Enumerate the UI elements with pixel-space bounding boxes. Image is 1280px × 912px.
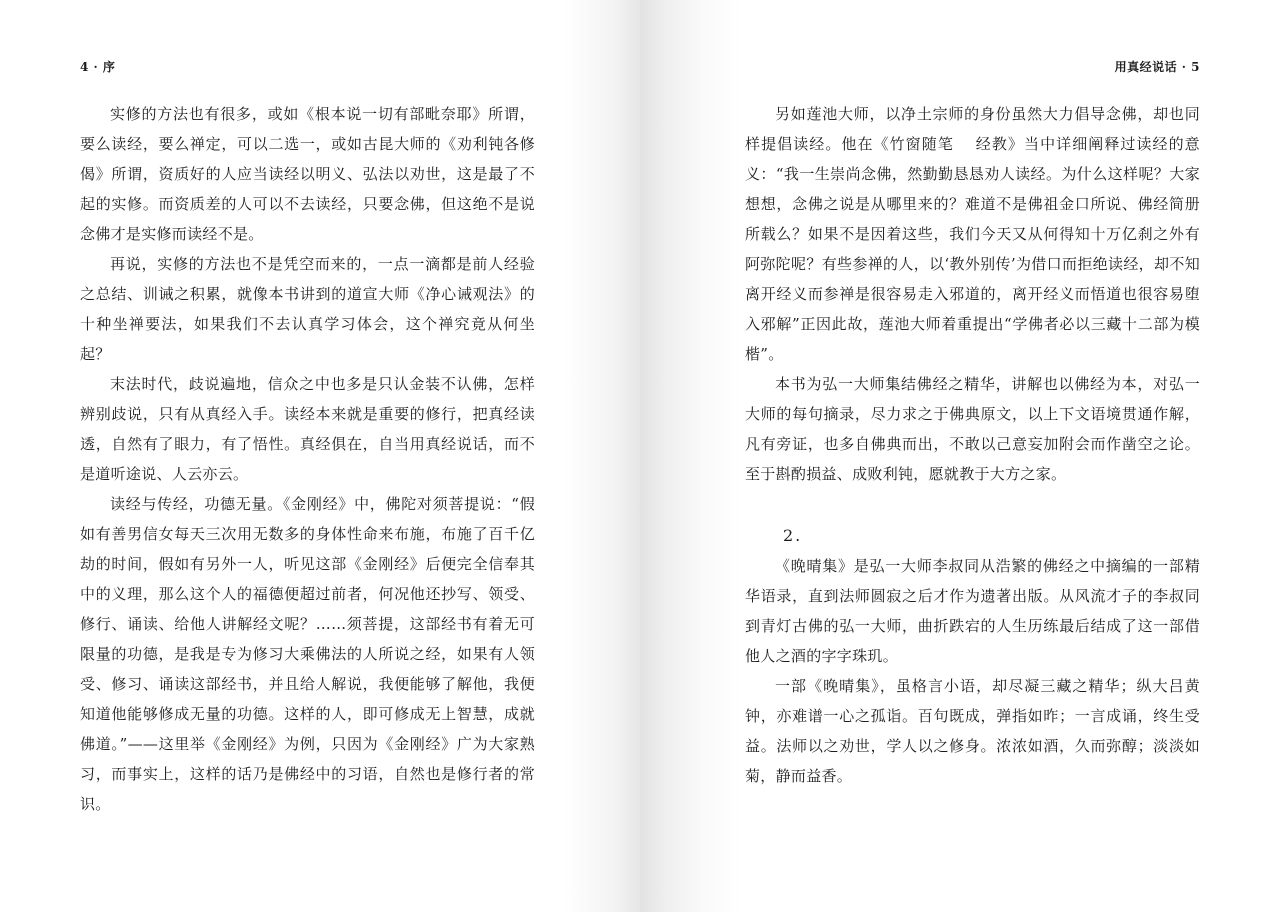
section-number: 2.: [783, 526, 803, 545]
paragraph: 末法时代，歧说遍地，信众之中也多是只认金装不认佛，怎样辨别歧说，只有从真经入手。读经本来就是重要的修行，把真经读透，自然有了眼力，有了悟性。真经俱在，自当用真经说话，而不是道听途说、人云亦云。: [80, 375, 535, 483]
paragraph: 再说，实修的方法也不是凭空而来的，一点一滴都是前人经验之总结、训诫之积累，就像本书讲到的道宣大师《净心诫观法》的十种坐禅要法，如果我们不去认真学习体会，这个禅究竟从何坐起？: [80, 255, 535, 363]
left-running-head: 4 · 序: [80, 60, 116, 74]
right-running-head: 用真经说话 · 5: [1114, 60, 1200, 74]
paragraph: 本书为弘一大师集结佛经之精华，讲解也以佛经为本，对弘一大师的每句摘录，尽力求之于佛典原文，以上下文语境贯通作解，凡有旁证，也多自佛典而出，不敢以己意妄加附会而作凿空之论。至于斟酌损益、成败利钝，愿就教于大方之家。: [745, 375, 1200, 483]
paragraph: 一部《晚晴集》，虽格言小语，却尽凝三藏之精华；纵大吕黄钟，亦难谱一心之孤诣。百句既成，弹指如昨；一言成诵，终生受益。法师以之劝世，学人以之修身。浓浓如酒，久而弥醇；淡淡如菊，静而益香。: [745, 677, 1200, 785]
paragraph: 另如莲池大师，以净土宗师的身份虽然大力倡导念佛，却也同样提倡读经。他在《竹窗随笔 经教》当中详细阐释过读经的意义：“我一生崇尚念佛，然勤勤恳恳劝人读经。为什么这样呢？大家想想，念佛之说是从哪里来的？难道不是佛祖金口所说、佛经简册所载么？如果不是因着这些，我们今天又从何得知十万亿刹之外有阿弥陀呢？有些参禅的人，以‘教外别传’为借口而拒绝读经，却不知离开经义而参禅是很容易走入邪道的，离开经义而悟道也很容易堕入邪解”正因此故，莲池大师着重提出“学佛者必以三藏十二部为模楷”。: [745, 105, 1200, 363]
paragraph: 实修的方法也有很多，或如《根本说一切有部毗奈耶》所谓，要么读经，要么禅定，可以二选一，或如古昆大师的《劝利钝各修偈》所谓，资质好的人应当读经以明义、弘法以劝世，这是最了不起的实修。而资质差的人可以不去读经，只要念佛，但这绝不是说念佛才是实修而读经不是。: [80, 105, 535, 243]
right-page: [640, 0, 1280, 912]
section-gap: [745, 489, 1200, 521]
paragraph: 《晚晴集》是弘一大师李叔同从浩繁的佛经之中摘编的一部精华语录，直到法师圆寂之后才作为遗著出版。从风流才子的李叔同到青灯古佛的弘一大师，曲折跌宕的人生历练最后结成了这一部借他人之酒的字字珠玑。: [745, 557, 1200, 665]
left-page-body: [80, 99, 535, 819]
right-page-body: [745, 99, 1200, 791]
paragraph: 读经与传经，功德无量。《金刚经》中，佛陀对须菩提说：“假如有善男信女每天三次用无数多的身体性命来布施，布施了百千亿劫的时间，假如有另外一人，听见这部《金刚经》后便完全信奉其中的义理，那么这个人的福德便超过前者，何况他还抄写、领受、修行、诵读、给他人讲解经文呢？……须菩提，这部经书有着无可限量的功德，是我是专为修习大乘佛法的人所说之经，如果有人领受、修习、诵读这部经书，并且给人解说，我便能够了解他，我便知道他能够修成无量的功德。这样的人，即可修成无上智慧，成就佛道。”——这里举《金刚经》为例，只因为《金刚经》广为大家熟习，而事实上，这样的话乃是佛经中的习语，自然也是修行者的常识。: [80, 495, 535, 813]
